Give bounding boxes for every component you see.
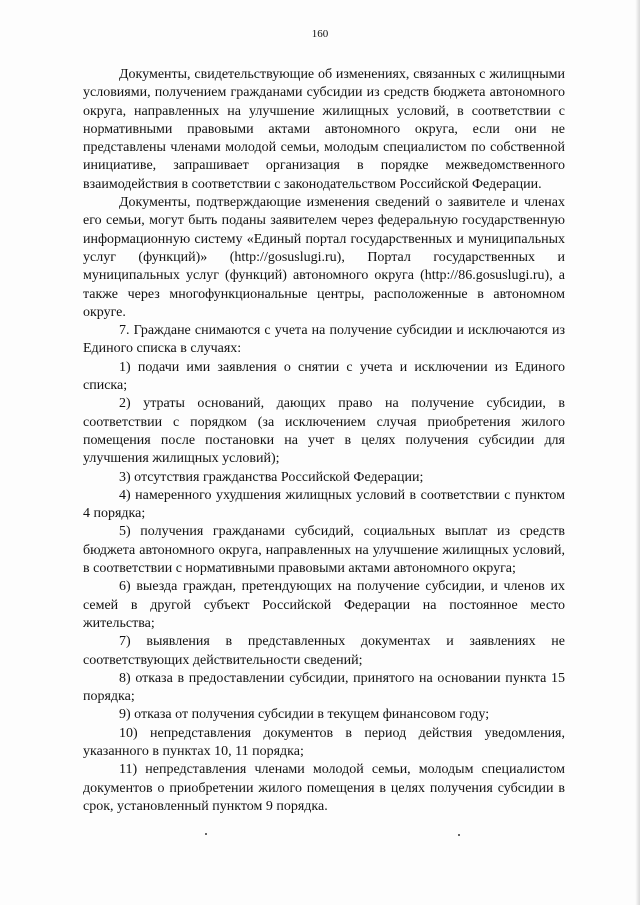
list-item-1: 1) подачи ими заявления о снятии с учета и исключении из Единого списка; [83, 359, 565, 394]
list-item-9: 9) отказа от получения субсидии в текущем финансовом году; [119, 707, 490, 723]
page-number: 160 [311, 28, 329, 40]
list-item-2: 2) утраты оснований, дающих право на получение субсидии, в соответствии с порядком (за исключением случая приобретения жилого помещения после постановки на учет в целях получения субсидии для улучшения жилищных условий); [83, 396, 565, 467]
paragraph-documents-submission: Документы, подтверждающие изменения сведений о заявителе и членах его семьи, могут быть поданы заявителем через федеральную государственную информационную систему «Единый портал государственных и муниципальных услуг (функций)» (http://gosuslugi.ru), Портал государственных и муниципальных услуг (функций) автономного округа (http://86.gosuslugi.ru), а также через многофункциональные центры, расположенные в автономном округе. [83, 195, 565, 320]
page-edge-shadow [635, 0, 640, 905]
list-item-11: 11) непредставления членами молодой семьи, молодым специалистом документов о приобретении жилого помещения в целях получения субсидии в срок, установленный пунктом 9 порядка. [83, 762, 565, 814]
list-item-5: 5) получения гражданами субсидий, социальных выплат из средств бюджета автономного округа, направленных на улучшение жилищных условий, в соответствии с нормативными правовыми актами автономного округа; [83, 524, 565, 577]
document-body [83, 66, 565, 816]
scan-speck [458, 834, 460, 836]
list-item-7: 7) выявления в представленных документах и заявлениях не соответствующих действительности сведений; [83, 634, 565, 668]
list-item-3: 3) отсутствия гражданства Российской Федерации; [119, 469, 424, 485]
list-item-10: 10) непредставления документов в период действия уведомления, указанного в пунктах 10, 11 порядка; [83, 725, 565, 759]
list-item-6: 6) выезда граждан, претендующих на получение субсидии, и членов их семей в другой субъект Российской Федерации на постоянное место жительства; [83, 579, 565, 631]
paragraph-documents-changes: Документы, свидетельствующие об изменениях, связанных с жилищными условиями, получением гражданами субсидии из средств бюджета автономного округа, направленных на улучшение жилищных условий, в соответствии с нормативными правовыми актами автономного округа, если они не представлены членами молодой семьи, молодым специалистом по собственной инициативе, запрашивает организация в порядке межведомственного взаимодействия в соответствии с законодательством Российской Федерации. [83, 67, 565, 192]
paragraph-item-7: 7. Граждане снимаются с учета на получение субсидии и исключаются из Единого списка в случаях: [83, 323, 565, 357]
list-item-8: 8) отказа в предоставлении субсидии, принятого на основании пункта 15 порядка; [83, 670, 565, 705]
scan-speck [205, 833, 207, 835]
list-item-4: 4) намеренного ухудшения жилищных условий в соответствии с пунктом 4 порядка; [83, 487, 565, 522]
